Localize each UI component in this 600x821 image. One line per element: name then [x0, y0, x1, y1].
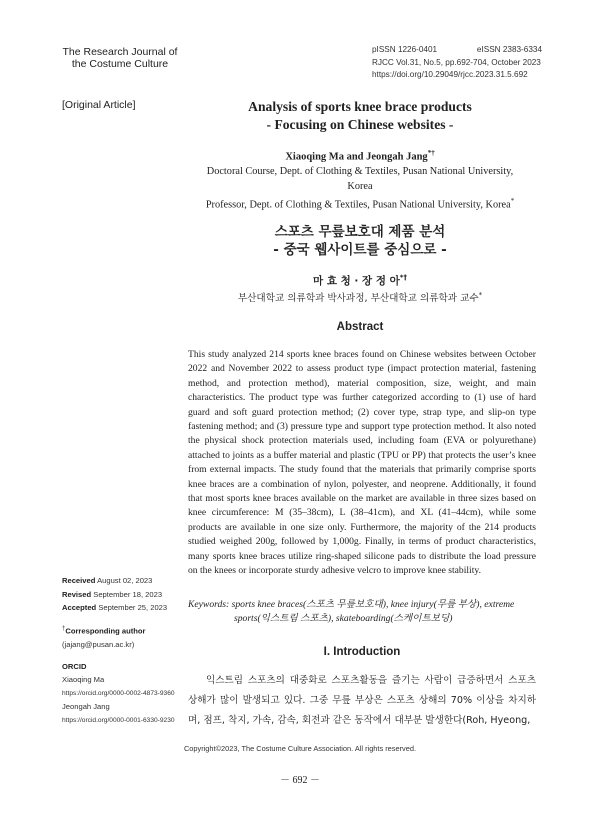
orcid1-link[interactable]: https://orcid.org/0000-0002-4873-9360: [62, 689, 175, 697]
korean-author-names: 마 효 청 · 장 정 아: [313, 275, 400, 287]
author-marks: *†: [427, 149, 435, 157]
journal-name-line2: the Costume Culture: [71, 58, 169, 70]
corresponding-email[interactable]: (jajang@pusan.ac.kr): [62, 639, 135, 649]
article-title: [150, 98, 570, 134]
keywords-line2: sports(익스트림 스포츠), skateboarding(스케이트보딩): [234, 613, 453, 624]
corresponding-label: Corresponding author: [65, 626, 146, 636]
authors: [150, 149, 570, 163]
copyright-notice: Copyright©2023, The Costume Culture Association. All rights reserved.: [183, 744, 417, 753]
abstract-body: This study analyzed 214 sports knee braces found on Chinese websites between October 2022 and November 2022 to assess product type (impact protection material, fastening method, and protection method), material composition, size, weight, and main characteristics. The product type was further categorized according to (1) use of hard guard and soft guard protection method; (2) cover type, strap type, and slip-on type fastening method; and (3) pressure type and support type protection method. It also noted the physical shock protection materials used, including foam (EVA or polyurethane) attached to joints as a buffer material and plastic (TPU or PP) that protects the user’s knee from external impacts. The study found that the materials that primarily comprise sports knee braces are a combination of nylon, polyester, and neoprene. Additionally, it found that most sports knee braces available on the market are available in three sizes based on knee circumference: M (35–38cm), L (38–41cm), and XL (41–44cm), while some products are available in one size only. Furthermore, the majority of the 214 products studied weighed 200g, followed by 1,000g. Finally, in terms of product characteristics, many sports knee braces utilize ring-shaped silicone pads to distribute the load pressure on the knees or incorporate sturdy adhesive velcro to improve knee stability.: [188, 349, 536, 577]
orcid2-name: Jeongah Jang: [62, 702, 110, 712]
keywords: [188, 598, 536, 626]
accepted-date: September 25, 2023: [98, 603, 168, 613]
orcid-label: ORCID: [62, 661, 87, 671]
affiliation-line2: Korea: [347, 180, 373, 192]
korean-title: [150, 223, 570, 259]
orcid1-name: Xiaoqing Ma: [62, 675, 105, 685]
introduction-body: 익스트림 스포츠의 대중화로 스포츠활동을 즐기는 사람이 급증하면서 스포츠 상해가 많이 발생되고 있다. 그중 무릎 부상은 스포츠 상해의 70% 이상을 차지하며, 점프, 착지, 가속, 감속, 회전과 같은 동작에서 대부분 발생한다(Roh, Hyeong,: [188, 675, 536, 726]
revised-date: September 18, 2023: [93, 589, 163, 599]
abstract-heading: Abstract: [336, 321, 384, 333]
journal-name: [60, 46, 180, 70]
affiliation-line1: Doctoral Course, Dept. of Clothing & Textiles, Pusan National University,: [206, 166, 514, 177]
orcid2-link[interactable]: https://orcid.org/0000-0001-6330-9230: [62, 716, 175, 724]
affiliation-line3: Professor, Dept. of Clothing & Textiles, Pusan National University, Korea: [205, 199, 511, 211]
keywords-label: Keywords:: [188, 599, 230, 610]
page-number: － 692 －: [280, 775, 320, 786]
korean-authors: [150, 273, 570, 288]
korean-affiliation-text: 부산대학교 의류학과 박사과정, 부산대학교 의류학과 교수: [237, 293, 479, 304]
introduction-heading: I. Introduction: [323, 646, 401, 658]
received-label: Received: [62, 576, 96, 585]
korean-author-marks: *†: [399, 273, 407, 282]
author-names: Xiaoqing Ma and Jeongah Jang: [285, 151, 428, 163]
corresponding-mark: †: [62, 625, 66, 632]
korean-affiliation: [150, 290, 570, 304]
pissn: pISSN 1226-0401: [372, 45, 438, 54]
affiliation-mark: *: [510, 197, 515, 206]
title-line2: - Focusing on Chinese websites -: [266, 117, 454, 132]
doi-link[interactable]: https://doi.org/10.29049/rjcc.2023.31.5.692: [372, 70, 528, 79]
revised-label: Revised: [62, 589, 92, 599]
journal-name-line1: The Research Journal of: [62, 46, 178, 58]
keywords-line1: sports knee braces(스포츠 무릎보호대), knee injury(무릎 부상), extreme: [231, 599, 515, 610]
received-date: August 02, 2023: [97, 576, 153, 585]
volume-info: RJCC Vol.31, No.5, pp.692-704, October 2023: [372, 57, 541, 67]
publication-meta: [372, 44, 542, 82]
title-line1: Analysis of sports knee brace products: [248, 99, 472, 114]
article-type: [Original Article]: [62, 99, 136, 111]
accepted-label: Accepted: [62, 603, 97, 613]
affiliations: [150, 165, 570, 213]
eissn: eISSN 2383-6334: [476, 45, 542, 54]
korean-title-line1: 스포츠 무릎보호대 제품 분석: [274, 224, 446, 240]
korean-affiliation-mark: *: [478, 290, 483, 299]
article-sidebar: [62, 574, 182, 727]
korean-title-line2: - 중국 웹사이트를 중심으로 -: [273, 242, 447, 258]
